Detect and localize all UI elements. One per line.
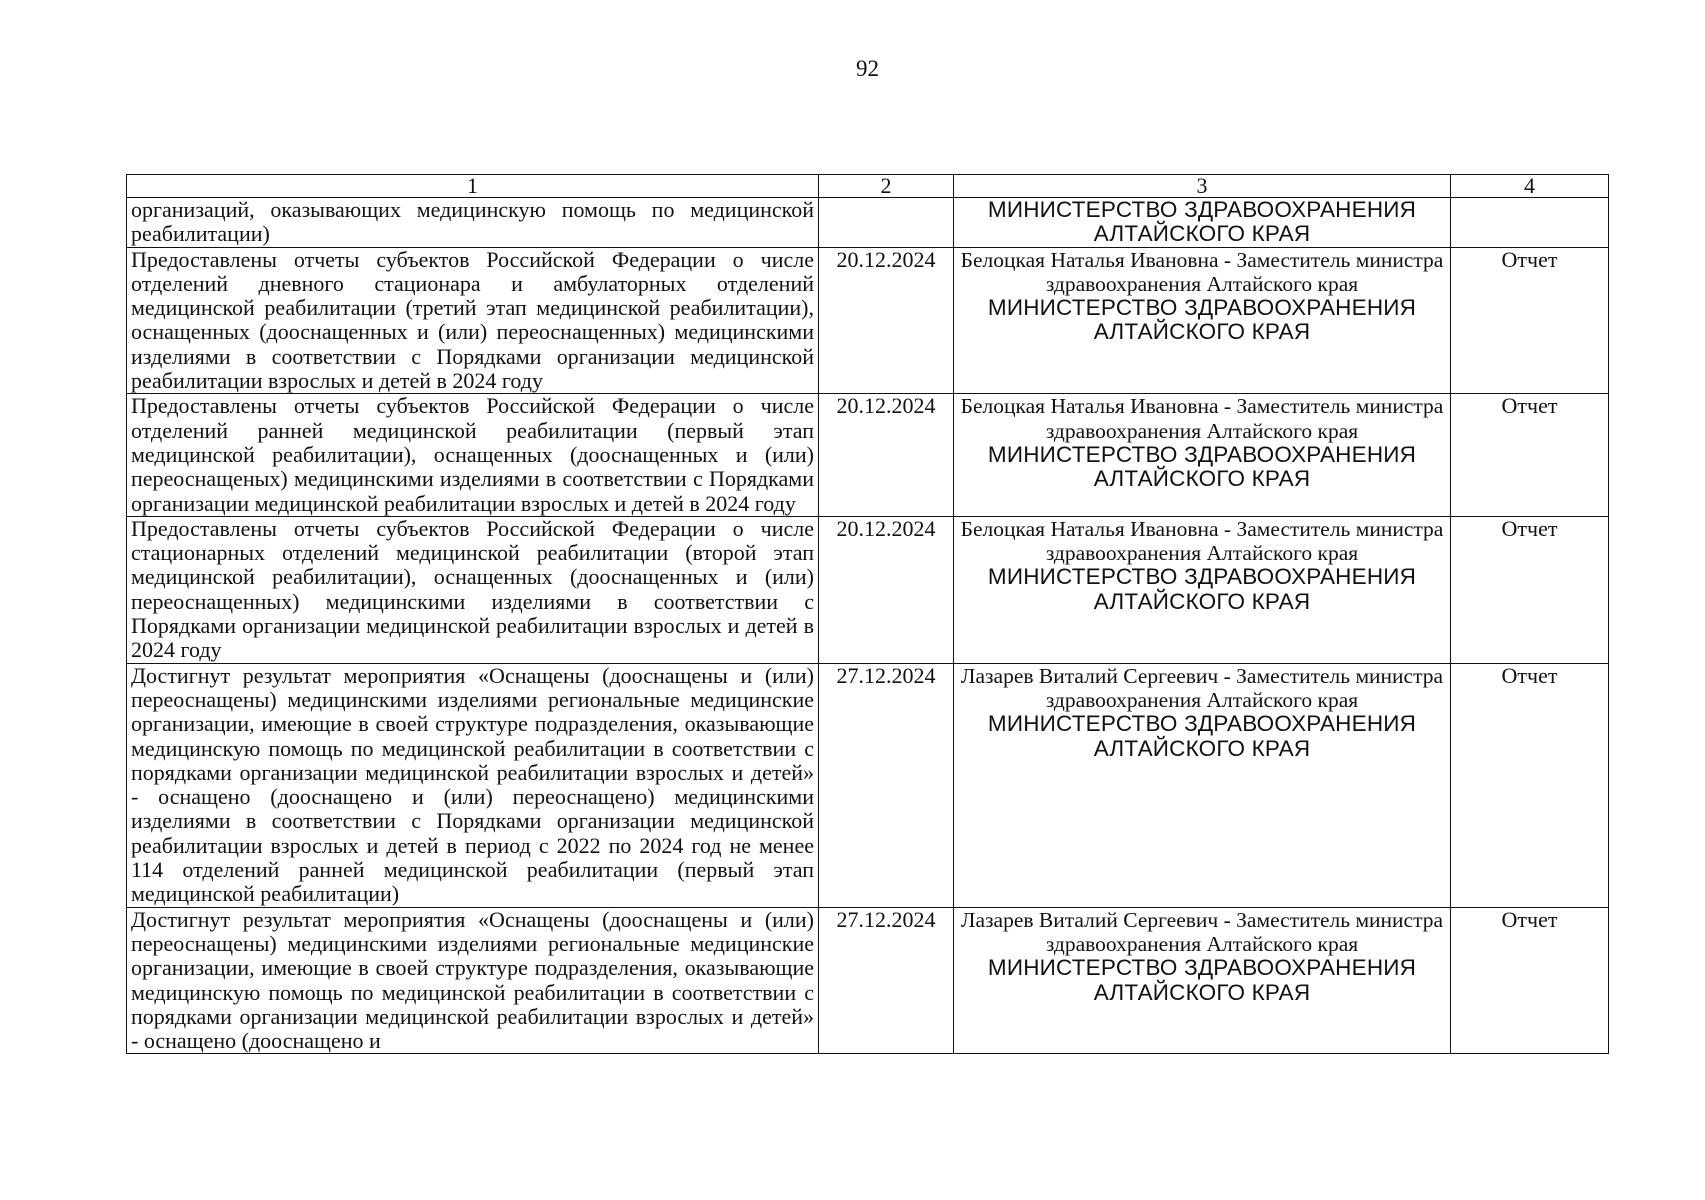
responsible-cell (954, 663, 1451, 907)
date-cell: 20.12.2024 (819, 516, 954, 663)
ministry-name: МИНИСТЕРСТВО ЗДРАВООХРАНЕНИЯ АЛТАЙСКОГО КРАЯ (987, 564, 1417, 614)
ministry-name: МИНИСТЕРСТВО ЗДРАВООХРАНЕНИЯ АЛТАЙСКОГО КРАЯ (987, 197, 1417, 247)
table-row (127, 198, 1609, 248)
responsible-cell (954, 394, 1451, 516)
description-cell: организаций, оказывающих медицинскую помощь по медицинской реабилитации) (127, 198, 819, 248)
description-cell: Предоставлены отчеты субъектов Российской Федерации о числе отделений ранней медицинской реабилитации (первый этап медицинской реабилитации), оснащенных (дооснащенных и (или) переоснащеных) медицинскими изделиями в соответствии с Порядками организации медицинской реабилитации взрослых и детей в 2024 году (127, 394, 819, 516)
ministry-name: МИНИСТЕРСТВО ЗДРАВООХРАНЕНИЯ АЛТАЙСКОГО КРАЯ (987, 711, 1417, 761)
ministry-name: МИНИСТЕРСТВО ЗДРАВООХРАНЕНИЯ АЛТАЙСКОГО КРАЯ (987, 295, 1417, 345)
table-header (127, 175, 1609, 198)
page-number: 92 (856, 56, 879, 81)
table-row (127, 663, 1609, 907)
ministry-name: МИНИСТЕРСТВО ЗДРАВООХРАНЕНИЯ АЛТАЙСКОГО КРАЯ (987, 441, 1417, 492)
date-cell: 27.12.2024 (819, 907, 954, 1054)
table-body (127, 198, 1609, 1054)
column-header-4: 4 (1451, 175, 1609, 198)
responsible-person: Лазарев Виталий Сергеевич - Заместитель министра здравоохранения Алтайского края (960, 907, 1444, 956)
ministry-name: МИНИСТЕРСТВО ЗДРАВООХРАНЕНИЯ АЛТАЙСКОГО КРАЯ (987, 955, 1417, 1005)
responsible-cell (954, 247, 1451, 394)
doc-type-cell: Отчет (1451, 247, 1609, 394)
doc-type-cell (1451, 198, 1609, 248)
description-cell: Предоставлены отчеты субъектов Российской Федерации о числе отделений дневного стационара и амбулаторных отделений медицинской реабилитации (третий этап медицинской реабилитации), оснащенных (дооснащенных и (или) переоснащенных) медицинскими изделиями в соответствии с Порядками организации медицинской реабилитации взрослых и детей в 2024 году (127, 247, 819, 394)
date-cell: 20.12.2024 (819, 247, 954, 394)
description-cell: Достигнут результат мероприятия «Оснащены (дооснащены и (или) переоснащены) медицинскими изделиями региональные медицинские организации, имеющие в своей структуре подразделения, оказывающие медицинскую помощь по медицинской реабилитации в соответствии с порядками организации медицинской реабилитации взрослых и детей» - оснащено (дооснащено и (или) переоснащено) медицинскими изделиями в соответствии с Порядками организации медицинской реабилитации взрослых и детей в период с 2022 по 2024 год не менее 114 отделений ранней медицинской реабилитации (первый этап медицинской реабилитации) (127, 663, 819, 907)
responsible-person: Белоцкая Наталья Ивановна - Заместитель министра здравоохранения Алтайского края (960, 394, 1444, 443)
doc-type-cell: Отчет (1451, 394, 1609, 516)
column-header-2: 2 (819, 175, 954, 198)
date-cell: 20.12.2024 (819, 394, 954, 516)
date-cell (819, 198, 954, 248)
responsible-cell (954, 907, 1451, 1054)
description-cell: Предоставлены отчеты субъектов Российской Федерации о числе стационарных отделений медицинской реабилитации (второй этап медицинской реабилитации), оснащенных (дооснащенных и (или) переоснащенных) медицинскими изделиями в соответствии с Порядками организации медицинской реабилитации взрослых и детей в 2024 году (127, 516, 819, 663)
table-row (127, 394, 1609, 516)
responsible-person: Белоцкая Наталья Ивановна - Заместитель министра здравоохранения Алтайского края (960, 247, 1444, 296)
events-table (126, 174, 1609, 1054)
responsible-cell (954, 198, 1451, 248)
header-row (127, 175, 1609, 198)
table-row (127, 907, 1609, 1054)
responsible-person: Белоцкая Наталья Ивановна - Заместитель министра здравоохранения Алтайского края (960, 516, 1444, 566)
date-cell: 27.12.2024 (819, 663, 954, 907)
doc-type-cell: Отчет (1451, 516, 1609, 663)
table-row (127, 516, 1609, 663)
description-cell: Достигнут результат мероприятия «Оснащены (дооснащены и (или) переоснащены) медицинскими изделиями региональные медицинские организации, имеющие в своей структуре подразделения, оказывающие медицинскую помощь по медицинской реабилитации в соответствии с порядками организации медицинской реабилитации взрослых и детей» - оснащено (дооснащено и (127, 907, 819, 1054)
responsible-person: Лазарев Виталий Сергеевич - Заместитель министра здравоохранения Алтайского края (960, 663, 1444, 712)
doc-type-cell: Отчет (1451, 663, 1609, 907)
column-header-1: 1 (127, 175, 819, 198)
responsible-cell (954, 516, 1451, 663)
doc-type-cell: Отчет (1451, 907, 1609, 1054)
column-header-3: 3 (954, 175, 1451, 198)
table-row (127, 247, 1609, 394)
